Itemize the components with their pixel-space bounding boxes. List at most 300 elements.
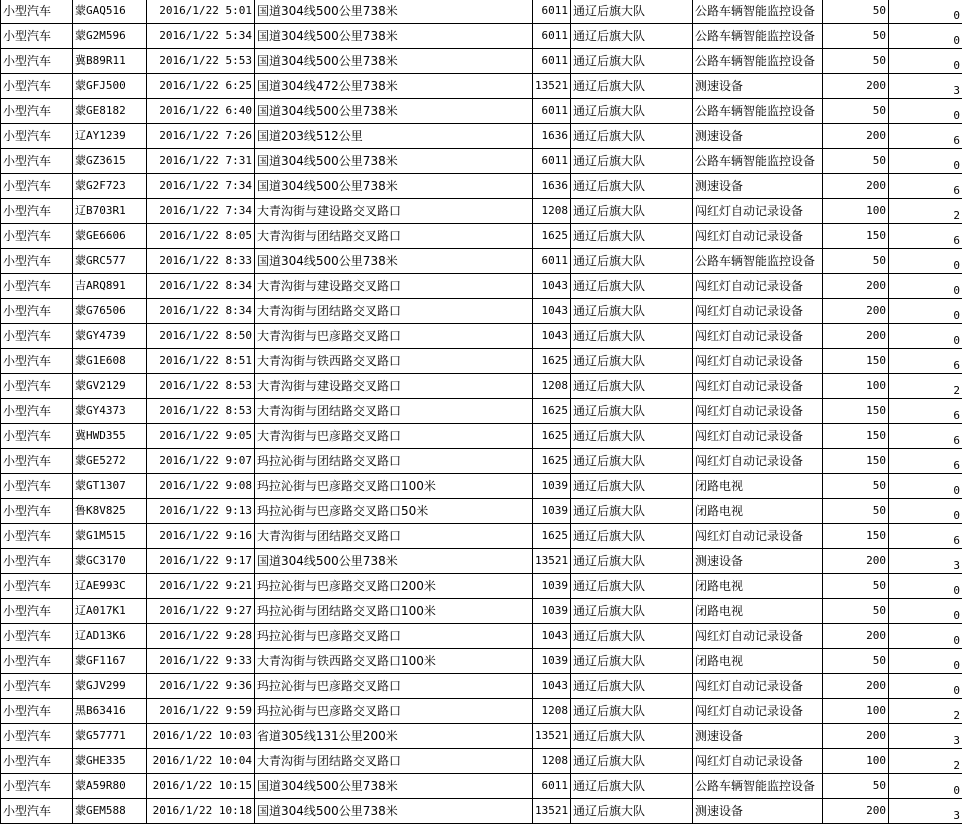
plate-number-cell[interactable]: 辽AD13K6 [73, 624, 147, 649]
capture-device-cell[interactable]: 闯红灯自动记录设备 [693, 524, 823, 549]
plate-number-cell[interactable]: 冀B89R11 [73, 49, 147, 74]
plate-number-cell[interactable]: 蒙G1E608 [73, 349, 147, 374]
vehicle-type-cell[interactable]: 小型汽车 [1, 299, 73, 324]
fine-amount-cell[interactable]: 150 [823, 524, 889, 549]
vehicle-type-cell[interactable]: 小型汽车 [1, 499, 73, 524]
violation-time-cell[interactable]: 2016/1/22 9:27 [147, 599, 255, 624]
vehicle-type-cell[interactable]: 小型汽车 [1, 724, 73, 749]
penalty-points-cell[interactable]: 0 [889, 0, 962, 24]
violation-time-cell[interactable]: 2016/1/22 5:34 [147, 24, 255, 49]
penalty-points-cell[interactable]: 3 [889, 74, 962, 99]
capture-device-cell[interactable]: 测速设备 [693, 549, 823, 574]
violation-time-cell[interactable]: 2016/1/22 8:53 [147, 399, 255, 424]
location-cell[interactable]: 国道304线500公里738米 [255, 49, 533, 74]
table-row [1, 299, 962, 324]
capture-device-cell[interactable]: 闯红灯自动记录设备 [693, 224, 823, 249]
police-unit-cell[interactable]: 通辽后旗大队 [571, 449, 693, 474]
fine-amount-cell[interactable]: 200 [823, 74, 889, 99]
penalty-points-cell[interactable]: 0 [889, 624, 962, 649]
capture-device-cell[interactable]: 闯红灯自动记录设备 [693, 624, 823, 649]
police-unit-cell[interactable]: 通辽后旗大队 [571, 624, 693, 649]
vehicle-type-cell[interactable]: 小型汽车 [1, 199, 73, 224]
violation-time-cell[interactable]: 2016/1/22 8:34 [147, 299, 255, 324]
police-unit-cell[interactable]: 通辽后旗大队 [571, 799, 693, 824]
plate-number-cell[interactable]: 蒙GE5272 [73, 449, 147, 474]
location-cell[interactable]: 国道304线500公里738米 [255, 549, 533, 574]
plate-number-cell[interactable]: 冀HWD355 [73, 424, 147, 449]
capture-device-cell[interactable]: 闯红灯自动记录设备 [693, 274, 823, 299]
violation-code-cell[interactable]: 1043 [533, 624, 571, 649]
penalty-points-cell[interactable]: 0 [889, 299, 962, 324]
fine-amount-cell[interactable]: 200 [823, 124, 889, 149]
violation-time-cell[interactable]: 2016/1/22 7:34 [147, 199, 255, 224]
violation-time-cell[interactable]: 2016/1/22 7:34 [147, 174, 255, 199]
violation-time-cell[interactable]: 2016/1/22 6:25 [147, 74, 255, 99]
vehicle-type-cell[interactable]: 小型汽车 [1, 349, 73, 374]
penalty-points-cell[interactable]: 0 [889, 649, 962, 674]
fine-amount-cell[interactable]: 100 [823, 199, 889, 224]
violation-time-cell[interactable]: 2016/1/22 10:03 [147, 724, 255, 749]
fine-amount-cell[interactable]: 100 [823, 749, 889, 774]
capture-device-cell[interactable]: 闯红灯自动记录设备 [693, 349, 823, 374]
violation-time-cell[interactable]: 2016/1/22 9:07 [147, 449, 255, 474]
violation-time-cell[interactable]: 2016/1/22 8:51 [147, 349, 255, 374]
capture-device-cell[interactable]: 测速设备 [693, 799, 823, 824]
plate-number-cell[interactable]: 蒙GAQ516 [73, 0, 147, 24]
violation-time-cell[interactable]: 2016/1/22 6:40 [147, 99, 255, 124]
fine-amount-cell[interactable]: 150 [823, 399, 889, 424]
plate-number-cell[interactable]: 蒙GY4739 [73, 324, 147, 349]
violation-code-cell[interactable]: 6011 [533, 99, 571, 124]
violation-code-cell[interactable]: 1039 [533, 499, 571, 524]
fine-amount-cell[interactable]: 50 [823, 599, 889, 624]
fine-amount-cell[interactable]: 50 [823, 149, 889, 174]
penalty-points-cell[interactable]: 0 [889, 24, 962, 49]
location-cell[interactable]: 国道304线500公里738米 [255, 99, 533, 124]
location-cell[interactable]: 玛拉沁街与巴彦路交叉路口 [255, 674, 533, 699]
capture-device-cell[interactable]: 闯红灯自动记录设备 [693, 699, 823, 724]
location-cell[interactable]: 玛拉沁街与巴彦路交叉路口 [255, 699, 533, 724]
penalty-points-cell[interactable]: 0 [889, 474, 962, 499]
violation-time-cell[interactable]: 2016/1/22 9:28 [147, 624, 255, 649]
police-unit-cell[interactable]: 通辽后旗大队 [571, 24, 693, 49]
penalty-points-cell[interactable]: 2 [889, 199, 962, 224]
plate-number-cell[interactable]: 蒙GZ3615 [73, 149, 147, 174]
capture-device-cell[interactable]: 闯红灯自动记录设备 [693, 199, 823, 224]
police-unit-cell[interactable]: 通辽后旗大队 [571, 174, 693, 199]
penalty-points-cell[interactable]: 6 [889, 524, 962, 549]
capture-device-cell[interactable]: 公路车辆智能监控设备 [693, 774, 823, 799]
vehicle-type-cell[interactable]: 小型汽车 [1, 799, 73, 824]
plate-number-cell[interactable]: 蒙GF1167 [73, 649, 147, 674]
vehicle-type-cell[interactable]: 小型汽车 [1, 524, 73, 549]
plate-number-cell[interactable]: 辽A017K1 [73, 599, 147, 624]
location-cell[interactable]: 大青沟街与建设路交叉路口 [255, 274, 533, 299]
location-cell[interactable]: 大青沟街与团结路交叉路口 [255, 524, 533, 549]
penalty-points-cell[interactable]: 0 [889, 149, 962, 174]
police-unit-cell[interactable]: 通辽后旗大队 [571, 124, 693, 149]
police-unit-cell[interactable]: 通辽后旗大队 [571, 474, 693, 499]
violation-time-cell[interactable]: 2016/1/22 9:33 [147, 649, 255, 674]
violation-code-cell[interactable]: 1625 [533, 399, 571, 424]
violation-time-cell[interactable]: 2016/1/22 5:01 [147, 0, 255, 24]
fine-amount-cell[interactable]: 50 [823, 474, 889, 499]
vehicle-type-cell[interactable]: 小型汽车 [1, 749, 73, 774]
vehicle-type-cell[interactable]: 小型汽车 [1, 699, 73, 724]
vehicle-type-cell[interactable]: 小型汽车 [1, 99, 73, 124]
plate-number-cell[interactable]: 蒙GHE335 [73, 749, 147, 774]
penalty-points-cell[interactable]: 6 [889, 224, 962, 249]
violation-code-cell[interactable]: 1625 [533, 224, 571, 249]
plate-number-cell[interactable]: 蒙GE8182 [73, 99, 147, 124]
violation-time-cell[interactable]: 2016/1/22 9:21 [147, 574, 255, 599]
plate-number-cell[interactable]: 吉ARQ891 [73, 274, 147, 299]
police-unit-cell[interactable]: 通辽后旗大队 [571, 399, 693, 424]
violation-time-cell[interactable]: 2016/1/22 9:17 [147, 549, 255, 574]
violation-time-cell[interactable]: 2016/1/22 10:18 [147, 799, 255, 824]
penalty-points-cell[interactable]: 2 [889, 699, 962, 724]
fine-amount-cell[interactable]: 200 [823, 299, 889, 324]
violation-code-cell[interactable]: 1636 [533, 174, 571, 199]
penalty-points-cell[interactable]: 2 [889, 374, 962, 399]
fine-amount-cell[interactable]: 200 [823, 624, 889, 649]
plate-number-cell[interactable]: 蒙GJV299 [73, 674, 147, 699]
police-unit-cell[interactable]: 通辽后旗大队 [571, 49, 693, 74]
penalty-points-cell[interactable]: 0 [889, 324, 962, 349]
plate-number-cell[interactable]: 辽AE993C [73, 574, 147, 599]
plate-number-cell[interactable]: 辽B703R1 [73, 199, 147, 224]
penalty-points-cell[interactable]: 0 [889, 499, 962, 524]
violation-time-cell[interactable]: 2016/1/22 9:08 [147, 474, 255, 499]
vehicle-type-cell[interactable]: 小型汽车 [1, 424, 73, 449]
vehicle-type-cell[interactable]: 小型汽车 [1, 324, 73, 349]
violation-time-cell[interactable]: 2016/1/22 10:04 [147, 749, 255, 774]
violation-code-cell[interactable]: 1208 [533, 699, 571, 724]
vehicle-type-cell[interactable]: 小型汽车 [1, 24, 73, 49]
penalty-points-cell[interactable]: 6 [889, 349, 962, 374]
capture-device-cell[interactable]: 公路车辆智能监控设备 [693, 24, 823, 49]
penalty-points-cell[interactable]: 0 [889, 774, 962, 799]
police-unit-cell[interactable]: 通辽后旗大队 [571, 149, 693, 174]
violation-code-cell[interactable]: 1625 [533, 424, 571, 449]
capture-device-cell[interactable]: 闯红灯自动记录设备 [693, 324, 823, 349]
vehicle-type-cell[interactable]: 小型汽车 [1, 124, 73, 149]
police-unit-cell[interactable]: 通辽后旗大队 [571, 499, 693, 524]
penalty-points-cell[interactable]: 0 [889, 249, 962, 274]
violation-code-cell[interactable]: 1208 [533, 374, 571, 399]
plate-number-cell[interactable]: 蒙G57771 [73, 724, 147, 749]
vehicle-type-cell[interactable]: 小型汽车 [1, 474, 73, 499]
capture-device-cell[interactable]: 闭路电视 [693, 574, 823, 599]
penalty-points-cell[interactable]: 6 [889, 399, 962, 424]
violation-code-cell[interactable]: 6011 [533, 774, 571, 799]
police-unit-cell[interactable]: 通辽后旗大队 [571, 424, 693, 449]
violation-code-cell[interactable]: 13521 [533, 549, 571, 574]
police-unit-cell[interactable]: 通辽后旗大队 [571, 199, 693, 224]
table-row [1, 449, 962, 474]
location-cell[interactable]: 大青沟街与巴彦路交叉路口 [255, 324, 533, 349]
capture-device-cell[interactable]: 公路车辆智能监控设备 [693, 149, 823, 174]
police-unit-cell[interactable]: 通辽后旗大队 [571, 0, 693, 24]
plate-number-cell[interactable]: 蒙GV2129 [73, 374, 147, 399]
police-unit-cell[interactable]: 通辽后旗大队 [571, 649, 693, 674]
vehicle-type-cell[interactable]: 小型汽车 [1, 649, 73, 674]
location-cell[interactable]: 国道304线500公里738米 [255, 249, 533, 274]
vehicle-type-cell[interactable]: 小型汽车 [1, 549, 73, 574]
violation-code-cell[interactable]: 6011 [533, 0, 571, 24]
fine-amount-cell[interactable]: 50 [823, 99, 889, 124]
location-cell[interactable]: 大青沟街与铁西路交叉路口 [255, 349, 533, 374]
violation-code-cell[interactable]: 1625 [533, 524, 571, 549]
plate-number-cell[interactable]: 黑B63416 [73, 699, 147, 724]
vehicle-type-cell[interactable]: 小型汽车 [1, 224, 73, 249]
fine-amount-cell[interactable]: 200 [823, 724, 889, 749]
plate-number-cell[interactable]: 蒙G2F723 [73, 174, 147, 199]
capture-device-cell[interactable]: 闯红灯自动记录设备 [693, 399, 823, 424]
violation-code-cell[interactable]: 6011 [533, 49, 571, 74]
capture-device-cell[interactable]: 公路车辆智能监控设备 [693, 49, 823, 74]
fine-amount-cell[interactable]: 100 [823, 374, 889, 399]
violation-code-cell[interactable]: 6011 [533, 24, 571, 49]
violation-code-cell[interactable]: 13521 [533, 74, 571, 99]
penalty-points-cell[interactable]: 0 [889, 274, 962, 299]
police-unit-cell[interactable]: 通辽后旗大队 [571, 299, 693, 324]
fine-amount-cell[interactable]: 150 [823, 424, 889, 449]
vehicle-type-cell[interactable]: 小型汽车 [1, 449, 73, 474]
penalty-points-cell[interactable]: 0 [889, 99, 962, 124]
location-cell[interactable]: 大青沟街与团结路交叉路口 [255, 399, 533, 424]
violation-time-cell[interactable]: 2016/1/22 5:53 [147, 49, 255, 74]
vehicle-type-cell[interactable]: 小型汽车 [1, 399, 73, 424]
vehicle-type-cell[interactable]: 小型汽车 [1, 74, 73, 99]
violation-code-cell[interactable]: 1039 [533, 599, 571, 624]
capture-device-cell[interactable]: 闯红灯自动记录设备 [693, 749, 823, 774]
vehicle-type-cell[interactable]: 小型汽车 [1, 674, 73, 699]
violation-code-cell[interactable]: 1208 [533, 199, 571, 224]
violation-time-cell[interactable]: 2016/1/22 8:50 [147, 324, 255, 349]
penalty-points-cell[interactable]: 0 [889, 599, 962, 624]
fine-amount-cell[interactable]: 50 [823, 249, 889, 274]
location-cell[interactable]: 大青沟街与巴彦路交叉路口 [255, 424, 533, 449]
plate-number-cell[interactable]: 蒙G76506 [73, 299, 147, 324]
capture-device-cell[interactable]: 闭路电视 [693, 649, 823, 674]
plate-number-cell[interactable]: 蒙GY4373 [73, 399, 147, 424]
violation-time-cell[interactable]: 2016/1/22 7:31 [147, 149, 255, 174]
capture-device-cell[interactable]: 测速设备 [693, 74, 823, 99]
police-unit-cell[interactable]: 通辽后旗大队 [571, 549, 693, 574]
vehicle-type-cell[interactable]: 小型汽车 [1, 49, 73, 74]
fine-amount-cell[interactable]: 200 [823, 674, 889, 699]
penalty-points-cell[interactable]: 0 [889, 674, 962, 699]
violation-code-cell[interactable]: 1043 [533, 324, 571, 349]
location-cell[interactable]: 国道304线500公里738米 [255, 24, 533, 49]
violation-code-cell[interactable]: 1039 [533, 474, 571, 499]
location-cell[interactable]: 大青沟街与铁西路交叉路口100米 [255, 649, 533, 674]
fine-amount-cell[interactable]: 200 [823, 799, 889, 824]
violation-time-cell[interactable]: 2016/1/22 7:26 [147, 124, 255, 149]
fine-amount-cell[interactable]: 150 [823, 449, 889, 474]
police-unit-cell[interactable]: 通辽后旗大队 [571, 524, 693, 549]
penalty-points-cell[interactable]: 6 [889, 424, 962, 449]
plate-number-cell[interactable]: 蒙GT1307 [73, 474, 147, 499]
plate-number-cell[interactable]: 蒙GRC577 [73, 249, 147, 274]
capture-device-cell[interactable]: 测速设备 [693, 724, 823, 749]
vehicle-type-cell[interactable]: 小型汽车 [1, 574, 73, 599]
violation-code-cell[interactable]: 1208 [533, 749, 571, 774]
fine-amount-cell[interactable]: 200 [823, 174, 889, 199]
police-unit-cell[interactable]: 通辽后旗大队 [571, 99, 693, 124]
police-unit-cell[interactable]: 通辽后旗大队 [571, 699, 693, 724]
violation-code-cell[interactable]: 1039 [533, 649, 571, 674]
capture-device-cell[interactable]: 测速设备 [693, 124, 823, 149]
penalty-points-cell[interactable]: 3 [889, 724, 962, 749]
vehicle-type-cell[interactable]: 小型汽车 [1, 274, 73, 299]
penalty-points-cell[interactable]: 6 [889, 174, 962, 199]
plate-number-cell[interactable]: 蒙GEM588 [73, 799, 147, 824]
violation-code-cell[interactable]: 1625 [533, 449, 571, 474]
violation-code-cell[interactable]: 13521 [533, 799, 571, 824]
penalty-points-cell[interactable]: 0 [889, 574, 962, 599]
location-cell[interactable]: 大青沟街与团结路交叉路口 [255, 749, 533, 774]
capture-device-cell[interactable]: 闭路电视 [693, 474, 823, 499]
table-row [1, 624, 962, 649]
police-unit-cell[interactable]: 通辽后旗大队 [571, 599, 693, 624]
violation-time-cell[interactable]: 2016/1/22 8:53 [147, 374, 255, 399]
capture-device-cell[interactable]: 闯红灯自动记录设备 [693, 374, 823, 399]
penalty-points-cell[interactable]: 6 [889, 124, 962, 149]
plate-number-cell[interactable]: 蒙GC3170 [73, 549, 147, 574]
fine-amount-cell[interactable]: 100 [823, 699, 889, 724]
vehicle-type-cell[interactable]: 小型汽车 [1, 624, 73, 649]
location-cell[interactable]: 国道203线512公里 [255, 124, 533, 149]
penalty-points-cell[interactable]: 6 [889, 449, 962, 474]
location-cell[interactable]: 国道304线500公里738米 [255, 0, 533, 24]
violation-code-cell[interactable]: 1043 [533, 274, 571, 299]
police-unit-cell[interactable]: 通辽后旗大队 [571, 274, 693, 299]
fine-amount-cell[interactable]: 200 [823, 324, 889, 349]
capture-device-cell[interactable]: 公路车辆智能监控设备 [693, 99, 823, 124]
fine-amount-cell[interactable]: 50 [823, 24, 889, 49]
penalty-points-cell[interactable]: 3 [889, 799, 962, 824]
location-cell[interactable]: 大青沟街与建设路交叉路口 [255, 199, 533, 224]
location-cell[interactable]: 国道304线500公里738米 [255, 149, 533, 174]
plate-number-cell[interactable]: 蒙A59R80 [73, 774, 147, 799]
location-cell[interactable]: 国道304线500公里738米 [255, 774, 533, 799]
violation-code-cell[interactable]: 13521 [533, 724, 571, 749]
violation-time-cell[interactable]: 2016/1/22 10:15 [147, 774, 255, 799]
violation-time-cell[interactable]: 2016/1/22 9:05 [147, 424, 255, 449]
violation-code-cell[interactable]: 1625 [533, 349, 571, 374]
police-unit-cell[interactable]: 通辽后旗大队 [571, 349, 693, 374]
vehicle-type-cell[interactable]: 小型汽车 [1, 149, 73, 174]
fine-amount-cell[interactable]: 150 [823, 224, 889, 249]
violation-code-cell[interactable]: 1039 [533, 574, 571, 599]
capture-device-cell[interactable]: 闯红灯自动记录设备 [693, 449, 823, 474]
police-unit-cell[interactable]: 通辽后旗大队 [571, 749, 693, 774]
penalty-points-cell[interactable]: 0 [889, 49, 962, 74]
location-cell[interactable]: 玛拉沁街与团结路交叉路口 [255, 449, 533, 474]
violation-code-cell[interactable]: 1043 [533, 674, 571, 699]
police-unit-cell[interactable]: 通辽后旗大队 [571, 374, 693, 399]
location-cell[interactable]: 大青沟街与建设路交叉路口 [255, 374, 533, 399]
fine-amount-cell[interactable]: 150 [823, 349, 889, 374]
location-cell[interactable]: 玛拉沁街与巴彦路交叉路口50米 [255, 499, 533, 524]
vehicle-type-cell[interactable]: 小型汽车 [1, 774, 73, 799]
violation-time-cell[interactable]: 2016/1/22 9:59 [147, 699, 255, 724]
police-unit-cell[interactable]: 通辽后旗大队 [571, 724, 693, 749]
fine-amount-cell[interactable]: 50 [823, 574, 889, 599]
location-cell[interactable]: 省道305线131公里200米 [255, 724, 533, 749]
capture-device-cell[interactable]: 公路车辆智能监控设备 [693, 249, 823, 274]
plate-number-cell[interactable]: 辽AY1239 [73, 124, 147, 149]
capture-device-cell[interactable]: 闯红灯自动记录设备 [693, 674, 823, 699]
violation-time-cell[interactable]: 2016/1/22 9:36 [147, 674, 255, 699]
vehicle-type-cell[interactable]: 小型汽车 [1, 599, 73, 624]
police-unit-cell[interactable]: 通辽后旗大队 [571, 574, 693, 599]
capture-device-cell[interactable]: 闭路电视 [693, 499, 823, 524]
police-unit-cell[interactable]: 通辽后旗大队 [571, 774, 693, 799]
capture-device-cell[interactable]: 闯红灯自动记录设备 [693, 424, 823, 449]
location-cell[interactable]: 玛拉沁街与团结路交叉路口100米 [255, 599, 533, 624]
police-unit-cell[interactable]: 通辽后旗大队 [571, 249, 693, 274]
plate-number-cell[interactable]: 鲁K8V825 [73, 499, 147, 524]
violation-code-cell[interactable]: 1043 [533, 299, 571, 324]
location-cell[interactable]: 国道304线472公里738米 [255, 74, 533, 99]
capture-device-cell[interactable]: 测速设备 [693, 174, 823, 199]
fine-amount-cell[interactable]: 200 [823, 274, 889, 299]
police-unit-cell[interactable]: 通辽后旗大队 [571, 74, 693, 99]
plate-number-cell[interactable]: 蒙GE6606 [73, 224, 147, 249]
location-cell[interactable]: 国道304线500公里738米 [255, 799, 533, 824]
fine-amount-cell[interactable]: 200 [823, 549, 889, 574]
police-unit-cell[interactable]: 通辽后旗大队 [571, 324, 693, 349]
plate-number-cell[interactable]: 蒙G1M515 [73, 524, 147, 549]
location-cell[interactable]: 国道304线500公里738米 [255, 174, 533, 199]
location-cell[interactable]: 玛拉沁街与巴彦路交叉路口100米 [255, 474, 533, 499]
capture-device-cell[interactable]: 公路车辆智能监控设备 [693, 0, 823, 24]
violation-time-cell[interactable]: 2016/1/22 8:34 [147, 274, 255, 299]
fine-amount-cell[interactable]: 50 [823, 499, 889, 524]
fine-amount-cell[interactable]: 50 [823, 49, 889, 74]
fine-amount-cell[interactable]: 50 [823, 774, 889, 799]
location-cell[interactable]: 玛拉沁街与巴彦路交叉路口 [255, 624, 533, 649]
violation-time-cell[interactable]: 2016/1/22 9:13 [147, 499, 255, 524]
capture-device-cell[interactable]: 闯红灯自动记录设备 [693, 299, 823, 324]
fine-amount-cell[interactable]: 50 [823, 649, 889, 674]
location-cell[interactable]: 大青沟街与团结路交叉路口 [255, 224, 533, 249]
violation-time-cell[interactable]: 2016/1/22 8:05 [147, 224, 255, 249]
violation-code-cell[interactable]: 1636 [533, 124, 571, 149]
violation-code-cell[interactable]: 6011 [533, 249, 571, 274]
vehicle-type-cell[interactable]: 小型汽车 [1, 374, 73, 399]
vehicle-type-cell[interactable]: 小型汽车 [1, 249, 73, 274]
police-unit-cell[interactable]: 通辽后旗大队 [571, 674, 693, 699]
plate-number-cell[interactable]: 蒙G2M596 [73, 24, 147, 49]
penalty-points-cell[interactable]: 2 [889, 749, 962, 774]
location-cell[interactable]: 玛拉沁街与巴彦路交叉路口200米 [255, 574, 533, 599]
penalty-points-cell[interactable]: 3 [889, 549, 962, 574]
violation-code-cell[interactable]: 6011 [533, 149, 571, 174]
location-cell[interactable]: 大青沟街与团结路交叉路口 [255, 299, 533, 324]
capture-device-cell[interactable]: 闭路电视 [693, 599, 823, 624]
violation-time-cell[interactable]: 2016/1/22 9:16 [147, 524, 255, 549]
police-unit-cell[interactable]: 通辽后旗大队 [571, 224, 693, 249]
plate-number-cell[interactable]: 蒙GFJ500 [73, 74, 147, 99]
vehicle-type-cell[interactable]: 小型汽车 [1, 0, 73, 24]
fine-amount-cell[interactable]: 50 [823, 0, 889, 24]
violation-time-cell[interactable]: 2016/1/22 8:33 [147, 249, 255, 274]
vehicle-type-cell[interactable]: 小型汽车 [1, 174, 73, 199]
